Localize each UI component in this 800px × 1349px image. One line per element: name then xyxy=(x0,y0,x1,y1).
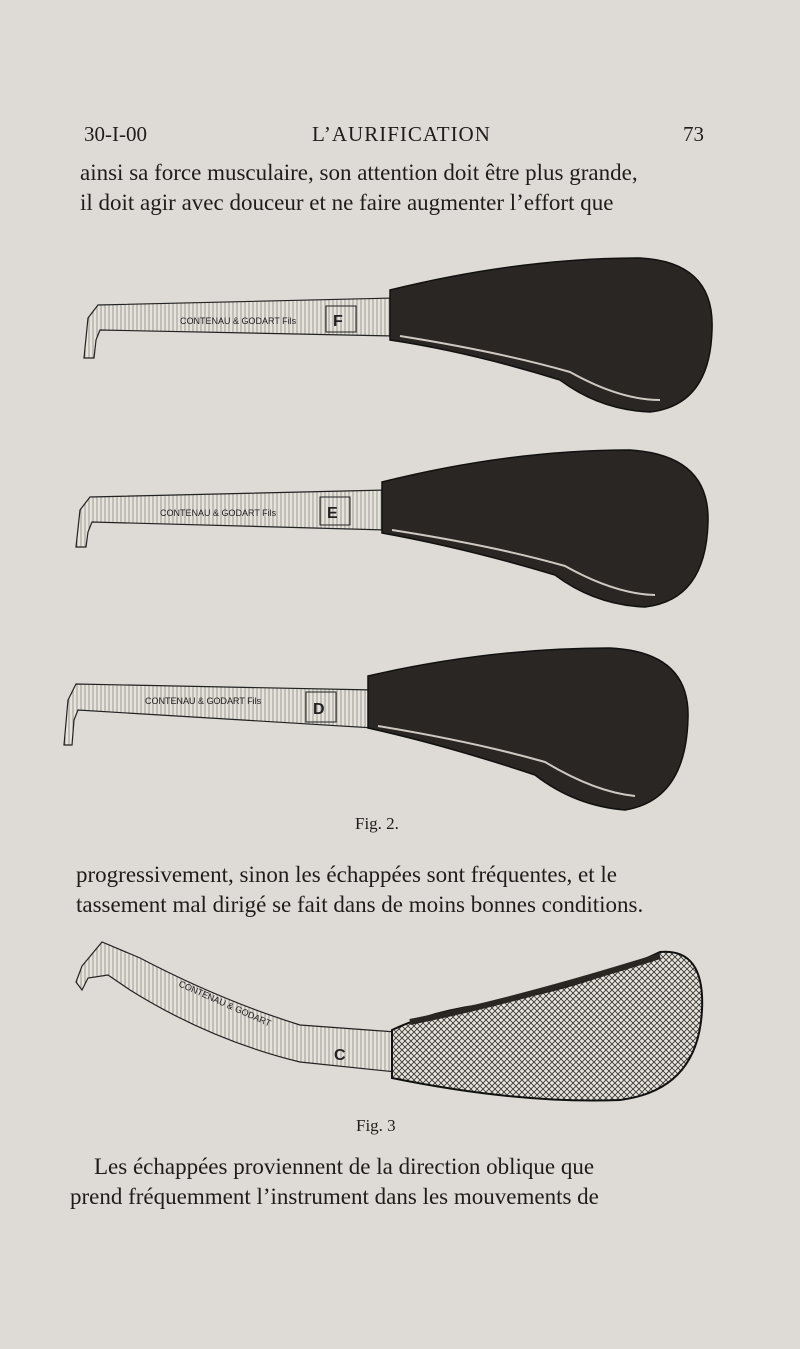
instrument-maker-stamp: CONTENAU & GODART Fils xyxy=(145,696,262,706)
instrument-handle xyxy=(368,648,688,810)
text-line: il doit agir avec douceur et ne faire augmenter l’effort que xyxy=(80,190,614,215)
instrument-f xyxy=(84,258,712,412)
text-line: progressivement, sinon les échappées sont fréquentes, et le xyxy=(76,862,617,887)
instrument-shaft xyxy=(76,490,388,547)
text-line: ainsi sa force musculaire, son attention doit être plus grande, xyxy=(80,160,638,185)
page-number: 73 xyxy=(683,122,704,146)
paragraph-bottom xyxy=(70,1152,692,1212)
figure-caption: Fig. 3 xyxy=(356,1116,396,1135)
header-title: L’AURIFICATION xyxy=(312,122,491,146)
instrument-handle xyxy=(392,952,702,1101)
instrument-letter: D xyxy=(313,701,325,718)
instrument-letter: F xyxy=(333,313,343,330)
header-date: 30-I-00 xyxy=(84,122,147,146)
instrument-c xyxy=(76,942,702,1101)
instrument-handle xyxy=(390,258,712,412)
instrument-d xyxy=(64,648,688,810)
instrument-shaft xyxy=(64,684,374,745)
instrument-letter: C xyxy=(334,1047,346,1064)
paragraph-middle xyxy=(76,860,698,920)
instrument-shaft xyxy=(84,298,395,358)
instrument-maker-stamp: CONTENAU & GODART Fils xyxy=(160,508,277,518)
text-line: prend fréquemment l’instrument dans les mouvements de xyxy=(70,1184,599,1209)
instrument-handle xyxy=(382,450,708,607)
instrument-e xyxy=(76,450,708,607)
instrument-maker-stamp: CONTENAU & GODART xyxy=(177,978,273,1029)
figure-caption: Fig. 2. xyxy=(355,814,399,833)
instrument-letter: E xyxy=(327,505,338,522)
text-line: tassement mal dirigé se fait dans de moins bonnes conditions. xyxy=(76,892,644,917)
text-line: Les échappées proviennent de la direction oblique que xyxy=(94,1154,595,1179)
instrument-maker-stamp: CONTENAU & GODART Fils xyxy=(180,316,297,326)
